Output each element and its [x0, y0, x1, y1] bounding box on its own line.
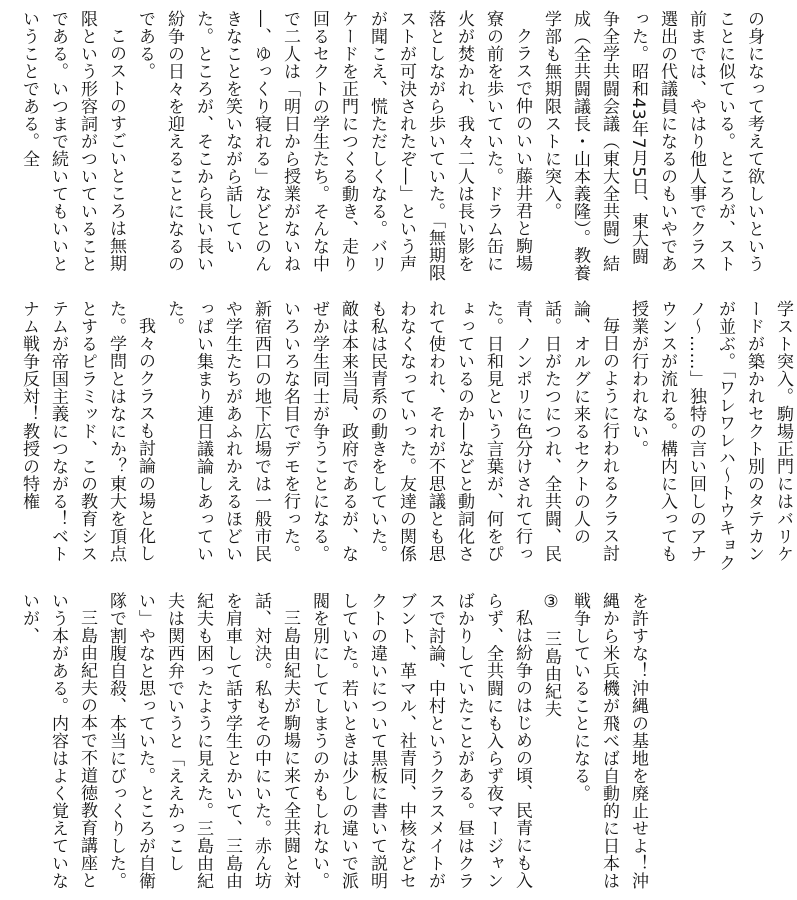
paragraph: 三島由紀夫が駒場に来て全共闘と対話、対決。私もその中にいた。赤ん坊を肩車して話す学生とかいて、三島由紀夫も困ったように見えた。三島由紀夫は関西弁でいうと「ええかっこしい」やなと思っていた。ところが自衛隊で割腹自殺、本当にびっくりした。 [106, 592, 300, 890]
vertical-text-column-group [14, 10, 768, 282]
paragraph: の身になって考えて欲しいということに似ている。ところが、スト前までは、やはり他人事でクラス選出の代議員になるのもいやであった。昭和43年7月5日、東大闘争全学共闘会議（東大全共闘）結成（全共闘議長・山本義隆）。教養学部も無期限ストに突入。 [541, 10, 764, 282]
vertical-text-column-group [14, 592, 652, 890]
paragraph: を許すな！沖縄の基地を廃止せよ！沖縄から米兵機が飛べば自動的に日本は戦争していることになる。 [570, 592, 648, 890]
paragraph: 学スト突入。駒場正門にはバリケードが築かれセクト別のタテカンが並ぶ。「ワレワレハ〜トウキョクノ〜……」独特の言い回しのアナウンスが流れる。構内に入っても授業が行われない。 [628, 300, 793, 572]
paragraph: クラスで仲のいい藤井君と駒場寮の前を歩いていた。ドラム缶に火が焚かれ、我々二人は長い影を落としながら歩いていた。「無期限ストが可決されたぞ―」という声が聞こえ、慌ただしくなる。バリケードを正門につくる動き、走り回るセクトの学生たち。そんな中で二人は「明日から授業がないね―、ゆっくり寝れる」などとのんきなことを笑いながら話していた。ところが、そこから長い長い紛争の日々を迎えることになるのである。 [135, 10, 532, 282]
text-block-top [14, 10, 764, 282]
paragraph: このストのすごいところは無期限という形容詞がついていることである。いつまで続いてもいいということである。全 [19, 10, 126, 273]
paragraph: 毎日のように行われるクラス討論、オルグに来るセクトの人の話。日がたつにつれ、全共闘、民青、ノンポリに色分けされて行った。日和見という言葉が、何をぴょっているのか―などと動詞化されて使われ、それが不思議とも思わなくなっていった。友達の関係も私は民青系の動きをしていた。敵は本来当局、政府であるが、なぜか学生同士が争うことになる。いろいろな名目でデモを行った。新宿西口の地下広場では一般市民や学生たちがあふれかえるほどいっぱい集まり連日議論しあっていた。 [164, 300, 619, 563]
vertical-text-column-group [14, 300, 797, 572]
paragraph: 私は紛争のはじめの頃、民青にも入らず、全共闘にも入らず夜マージャンばかりしていたことがある。昼はクラスで討論、中村というクラスメイトがブント、革マル、社青同、中核などセクトの違いについて黒板に書いて説明していた。若いときは少しの違いで派閥を別にしてしまうのかもしれない。 [309, 592, 532, 890]
text-block-bottom [14, 592, 648, 890]
paragraph: 我々のクラスも討論の場と化した。学問とはなにか？東大を頂点とするピラミッド、この教育システムが帝国主義につながる！ベトナム戦争反対！教授の特権 [19, 300, 155, 563]
text-block-middle [14, 300, 793, 572]
paragraph: 三島由紀夫の本で不道徳教育講座という本がある。内容はよく覚えていないが、 [19, 592, 97, 890]
section-heading: ③ 三島由紀夫 [541, 592, 561, 718]
